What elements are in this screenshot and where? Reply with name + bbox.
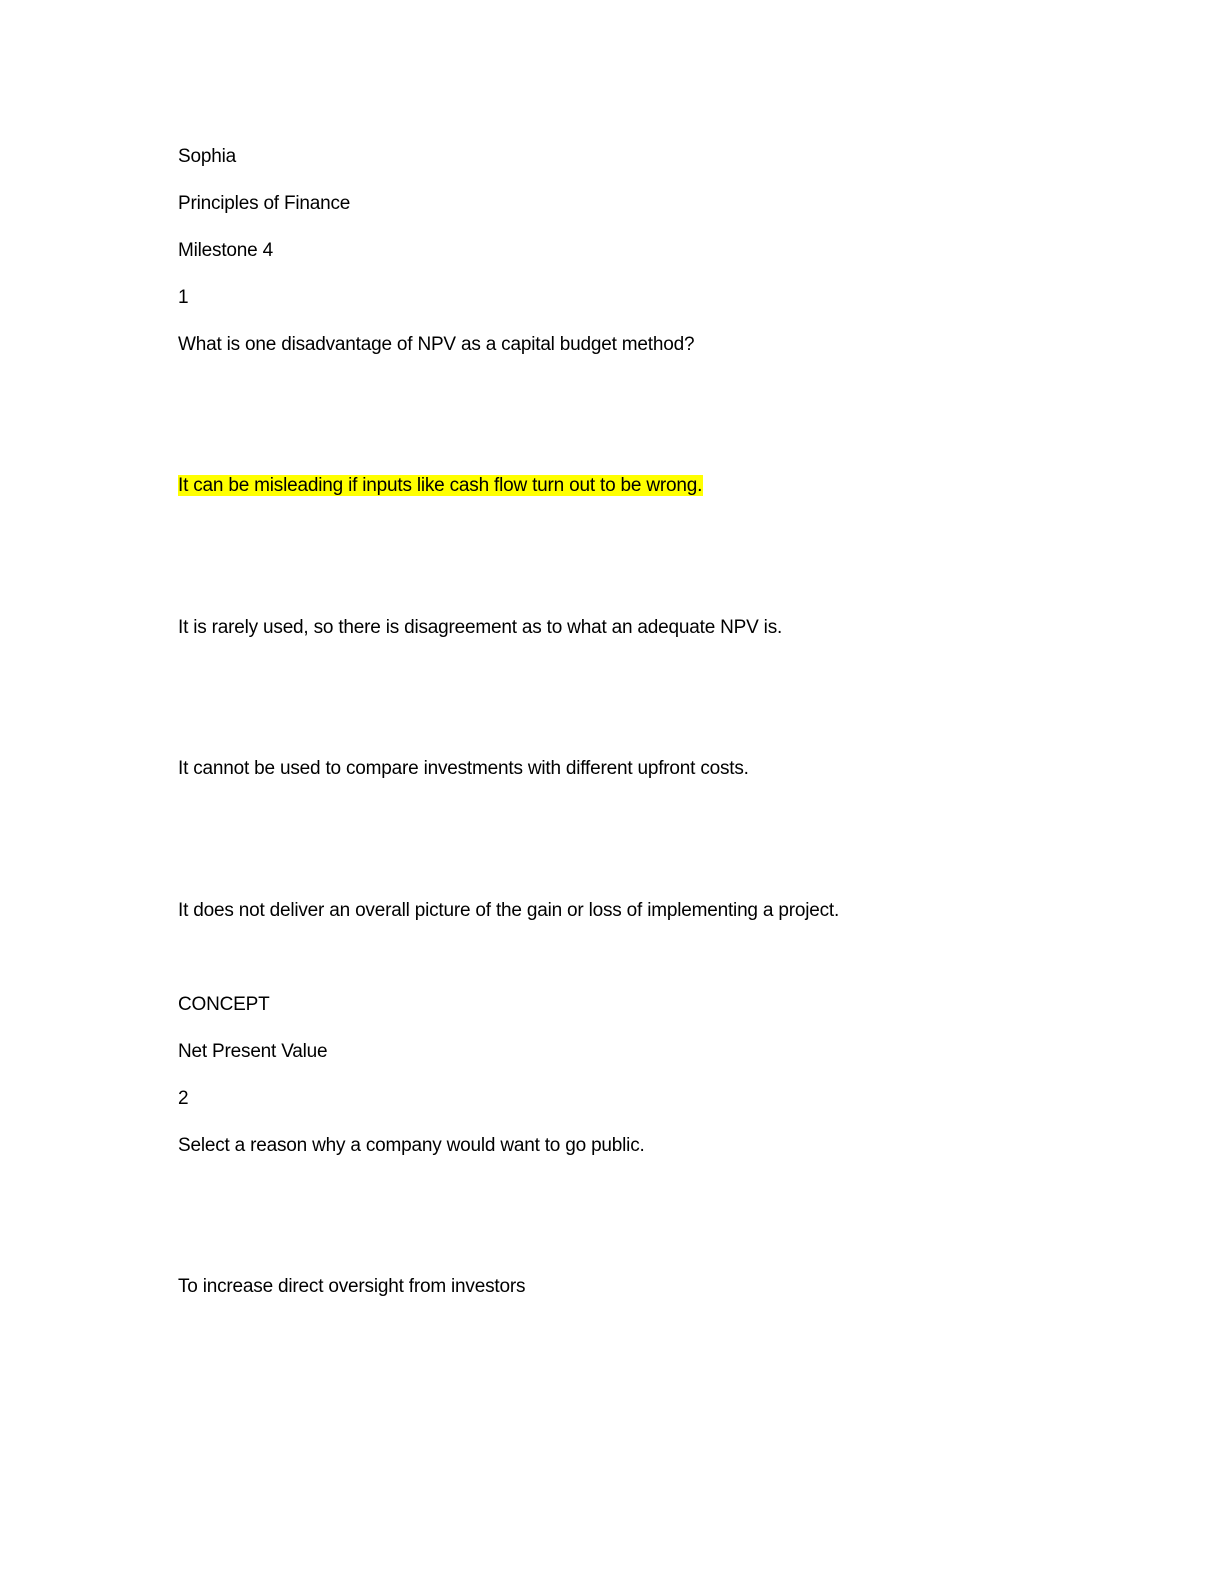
question-number: 1 [178, 287, 189, 308]
answer-option: To increase direct oversight from investors [178, 1276, 526, 1297]
answer-option: It does not deliver an overall picture of the gain or loss of implementing a project. [178, 900, 840, 921]
milestone-title: Milestone 4 [178, 240, 273, 261]
concept-label: CONCEPT [178, 994, 270, 1015]
course-title: Principles of Finance [178, 193, 351, 214]
question-number: 2 [178, 1088, 189, 1109]
question-prompt: Select a reason why a company would want to go public. [178, 1135, 645, 1156]
question-prompt: What is one disadvantage of NPV as a capital budget method? [178, 334, 695, 355]
student-name: Sophia [178, 146, 236, 167]
answer-option: It cannot be used to compare investments with different upfront costs. [178, 758, 749, 779]
concept-name: Net Present Value [178, 1041, 328, 1062]
answer-option-selected [178, 474, 703, 498]
answer-option: It is rarely used, so there is disagreement as to what an adequate NPV is. [178, 617, 783, 638]
answer-highlight: It can be misleading if inputs like cash flow turn out to be wrong. [178, 475, 703, 496]
